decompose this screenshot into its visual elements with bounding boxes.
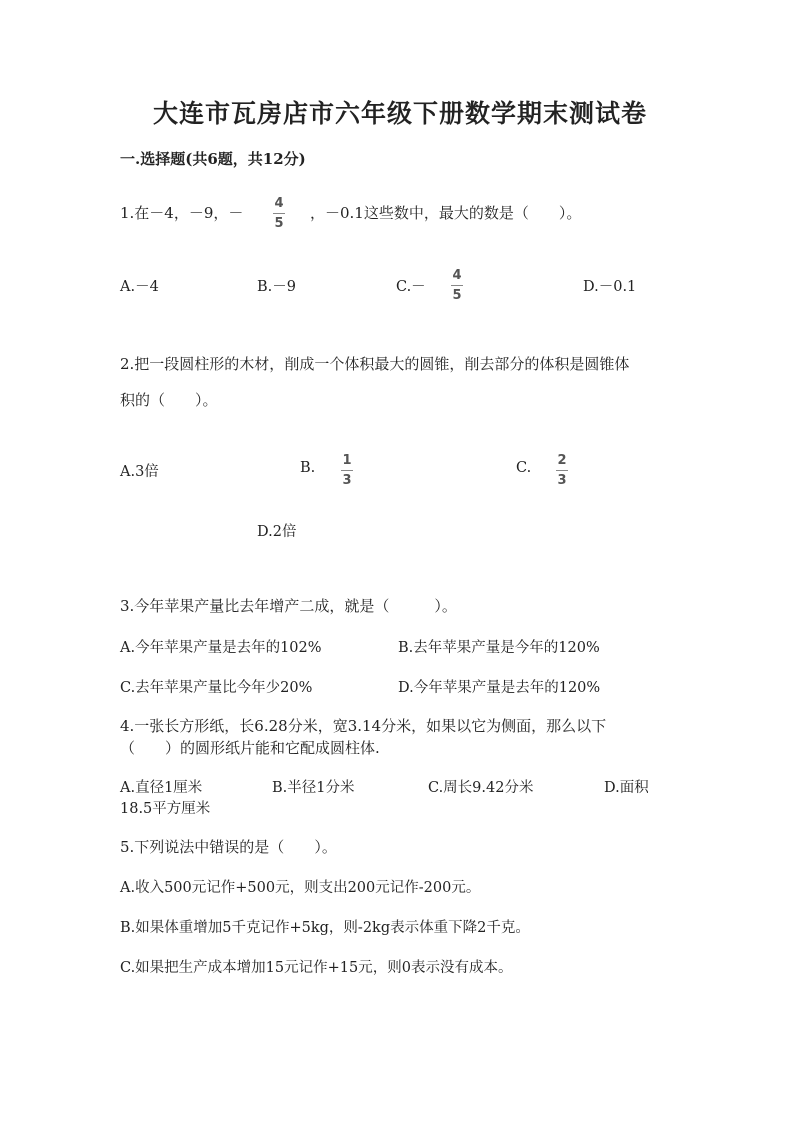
- q3-option-a[interactable]: A.今年苹果产量是去年的102%: [120, 640, 322, 656]
- q4-stem-line1: 4.一张长方形纸，长6.28分米，宽3.14分米，如果以它为侧面，那么以下: [120, 717, 607, 735]
- q2-stem-line1: 2.把一段圆柱形的木材，削成一个体积最大的圆锥，削去部分的体积是圆锥体: [120, 355, 630, 373]
- q2-option-b-fraction: [341, 453, 353, 489]
- q5-option-c[interactable]: C.如果把生产成本增加15元记作+15元，则0表示没有成本。: [120, 960, 513, 976]
- q4-option-d-continued: 18.5平方厘米: [120, 801, 211, 817]
- q2-option-c-numerator: 2: [557, 453, 567, 468]
- q1-stem-pre: 1.在－4，－9，－: [120, 204, 244, 222]
- q4-option-b[interactable]: B.半径1分米: [272, 780, 355, 796]
- q1-option-d[interactable]: D.－0.1: [583, 279, 637, 295]
- q2-option-d[interactable]: D.2倍: [257, 524, 297, 540]
- q1-option-c-label: C.－: [396, 279, 426, 295]
- page-title: 大连市瓦房店市六年级下册数学期末测试卷: [152, 99, 647, 128]
- q3-option-b[interactable]: B.去年苹果产量是今年的120%: [398, 640, 600, 656]
- q4-option-c[interactable]: C.周长9.42分米: [428, 780, 534, 796]
- section-heading: 一.选择题(共6题，共12分): [120, 150, 306, 168]
- q5-option-b[interactable]: B.如果体重增加5千克记作+5kg，则-2kg表示体重下降2千克。: [120, 920, 530, 936]
- q2-option-b[interactable]: [300, 460, 315, 476]
- q3-option-d[interactable]: D.今年苹果产量是去年的120%: [398, 680, 601, 696]
- q1-option-c-fraction: [451, 268, 463, 304]
- q2-option-b-denominator: 3: [342, 473, 352, 488]
- q2-option-b-numerator: 1: [342, 453, 352, 468]
- q1-fraction: [273, 196, 285, 232]
- fraction-bar: [556, 470, 568, 471]
- fraction-bar: [273, 213, 285, 214]
- q2-option-c-label: C.: [516, 460, 532, 476]
- q1-option-b[interactable]: B.－9: [257, 279, 296, 295]
- q2-option-c[interactable]: [516, 460, 531, 476]
- q1-fraction-denominator: 5: [274, 216, 284, 231]
- q3-option-c[interactable]: C.去年苹果产量比今年少20%: [120, 680, 313, 696]
- q1-option-a[interactable]: A.－4: [120, 279, 159, 295]
- q4-stem-line2: （ ）的圆形纸片能和它配成圆柱体.: [120, 739, 380, 757]
- q5-option-a[interactable]: A.收入500元记作+500元，则支出200元记作-200元。: [120, 880, 481, 896]
- fraction-bar: [341, 470, 353, 471]
- fraction-bar: [451, 285, 463, 286]
- q2-option-b-label: B.: [300, 460, 316, 476]
- q2-option-c-fraction: [556, 453, 568, 489]
- q1-fraction-numerator: 4: [274, 196, 284, 211]
- q3-stem: 3.今年苹果产量比去年增产二成，就是（ ）。: [120, 597, 457, 615]
- q2-stem-line2: 积的（ ）。: [120, 391, 218, 409]
- q4-option-a[interactable]: A.直径1厘米: [120, 780, 203, 796]
- q1-option-c[interactable]: [396, 275, 426, 296]
- q1-option-c-numerator: 4: [452, 268, 462, 283]
- q2-option-c-denominator: 3: [557, 473, 567, 488]
- q5-stem: 5.下列说法中错误的是（ ）。: [120, 838, 337, 856]
- q2-option-a[interactable]: A.3倍: [120, 464, 159, 480]
- q1-stem-post: ，－0.1这些数中，最大的数是（ ）。: [310, 204, 582, 222]
- q1-option-c-denominator: 5: [452, 288, 462, 303]
- q4-option-d[interactable]: D.面积: [604, 780, 649, 796]
